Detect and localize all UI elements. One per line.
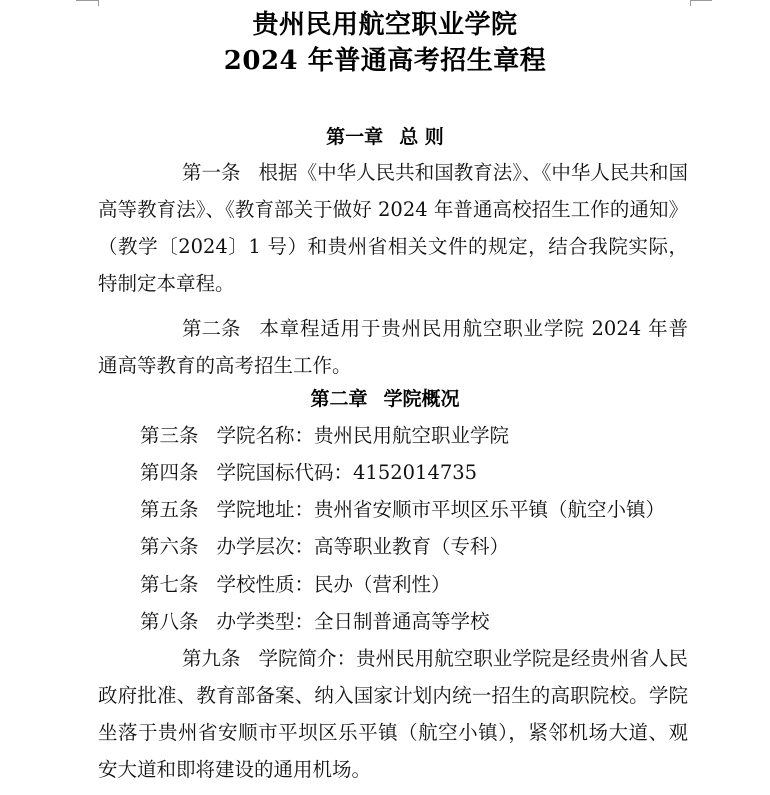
article-label: 第八条 — [140, 610, 199, 633]
article-text: 办学类型：全日制普通高等学校 — [216, 610, 490, 633]
article-text: 办学层次：高等职业教育（专科） — [216, 535, 510, 558]
article-line — [140, 528, 509, 565]
crop-mark-left — [76, 0, 98, 1]
article-paragraph — [98, 310, 688, 384]
article-paragraph — [98, 640, 688, 788]
article-line — [140, 566, 451, 603]
chapter-number: 第一章 — [326, 126, 384, 148]
article-paragraph — [98, 154, 688, 302]
article-label: 第四条 — [140, 461, 199, 484]
article-text: 学院名称：贵州民用航空职业学院 — [216, 424, 510, 447]
article-line — [140, 417, 509, 454]
crop-mark-right — [690, 0, 712, 1]
article-text: 学院国标代码：4152014735 — [216, 461, 478, 484]
chapter-heading — [0, 384, 770, 411]
article-label: 第六条 — [140, 535, 199, 558]
article-line — [140, 603, 490, 640]
article-text: 学院简介：贵州民用航空职业学院是经贵州省人民政府批准、教育部备案、纳入国家计划内统一招生的高职院校。学院坐落于贵州省安顺市平坝区乐平镇（航空小镇），紧邻机场大道、观安大道和即将建设的通用机场。 — [98, 647, 688, 781]
article-text: 学校性质：民办（营利性） — [216, 573, 451, 596]
article-text: 本章程适用于贵州民用航空职业学院 2024 年普通高等教育的高考招生工作。 — [98, 317, 688, 377]
article-label: 第七条 — [140, 573, 199, 596]
article-text: 根据《中华人民共和国教育法》、《中华人民共和国高等教育法》、《教育部关于做好 2024 年普通高校招生工作的通知》（教学〔2024〕1 号）和贵州省相关文件的规定，结合我院实际，特制定本章程。 — [98, 161, 688, 295]
article-label: 第二条 — [182, 317, 241, 340]
article-label: 第三条 — [140, 424, 199, 447]
document-title: 贵州民用航空职业学院 — [252, 10, 518, 40]
chapter-name: 学院概况 — [383, 388, 460, 410]
article-line — [140, 491, 665, 528]
article-label: 第一条 — [182, 161, 241, 184]
chapter-heading — [0, 122, 770, 149]
article-label: 第五条 — [140, 498, 199, 521]
chapter-name: 总 则 — [399, 126, 444, 148]
article-label: 第九条 — [182, 647, 241, 670]
article-line — [140, 454, 477, 491]
document-subtitle: 2024 年普通高考招生章程 — [223, 46, 547, 76]
chapter-number: 第二章 — [310, 388, 368, 410]
article-text: 学院地址：贵州省安顺市平坝区乐平镇（航空小镇） — [216, 498, 666, 521]
